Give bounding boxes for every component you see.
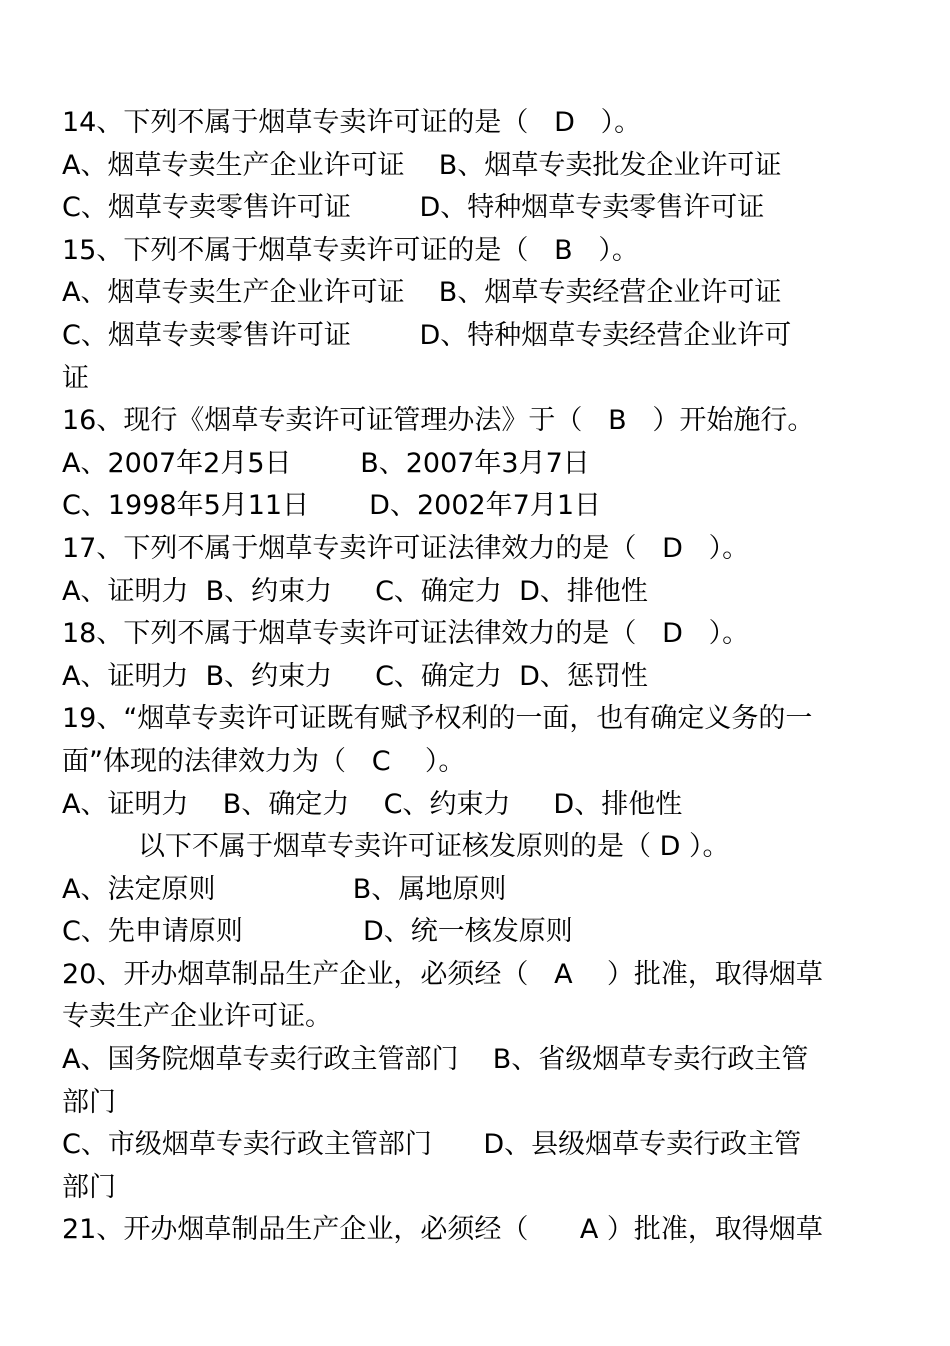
- text-line: 20、开办烟草制品生产企业，必须经（ A ）批准，取得烟草: [62, 958, 823, 990]
- text-line: C、先申请原则 D、统一核发原则: [62, 916, 573, 948]
- text-line: 部门: [62, 1086, 116, 1118]
- text-line: 17、下列不属于烟草专卖许可证法律效力的是（ D ）。: [62, 532, 750, 564]
- text-line: 专卖生产企业许可证。: [62, 1001, 332, 1033]
- text-line: A、法定原则 B、属地原则: [62, 873, 507, 905]
- text-line: A、2007年2月5日 B、2007年3月7日: [62, 447, 590, 479]
- text-line: A、烟草专卖生产企业许可证 B、烟草专卖经营企业许可证: [62, 277, 782, 309]
- text-line: 证: [62, 362, 89, 394]
- text-line: A、证明力 B、约束力 C、确定力 D、排他性: [62, 575, 648, 607]
- text-line: 19、“烟草专卖许可证既有赋予权利的一面，也有确定义务的一: [62, 703, 813, 735]
- text-line: A、国务院烟草专卖行政主管部门 B、省级烟草专卖行政主管: [62, 1044, 809, 1076]
- text-line: 以下不属于烟草专卖许可证核发原则的是（ D ）。: [138, 831, 730, 863]
- text-line: A、证明力 B、约束力 C、确定力 D、惩罚性: [62, 660, 648, 692]
- text-line: 14、下列不属于烟草专卖许可证的是（ D ）。: [62, 107, 642, 138]
- text-line: 21、开办烟草制品生产企业，必须经（ A ）批准，取得烟草: [62, 1214, 823, 1246]
- text-line: 部门: [62, 1171, 116, 1203]
- text-line: C、烟草专卖零售许可证 D、特种烟草专卖零售许可证: [62, 192, 765, 224]
- text-line: C、1998年5月11日 D、2002年7月1日: [62, 490, 602, 522]
- text-line: C、烟草专卖零售许可证 D、特种烟草专卖经营企业许可: [62, 319, 792, 351]
- text-line: 16、现行《烟草专卖许可证管理办法》于（ B ）开始施行。: [62, 405, 815, 437]
- text-line: A、证明力 B、确定力 C、约束力 D、排他性: [62, 788, 683, 820]
- text-line: 面”体现的法律效力为（ C ）。: [62, 745, 466, 777]
- text-line: 18、下列不属于烟草专卖许可证法律效力的是（ D ）。: [62, 618, 750, 650]
- text-line: C、市级烟草专卖行政主管部门 D、县级烟草专卖行政主管: [62, 1129, 802, 1161]
- text-line: 15、下列不属于烟草专卖许可证的是（ B ）。: [62, 234, 639, 266]
- text-line: A、烟草专卖生产企业许可证 B、烟草专卖批发企业许可证: [62, 149, 782, 181]
- question-text: [62, 102, 892, 1252]
